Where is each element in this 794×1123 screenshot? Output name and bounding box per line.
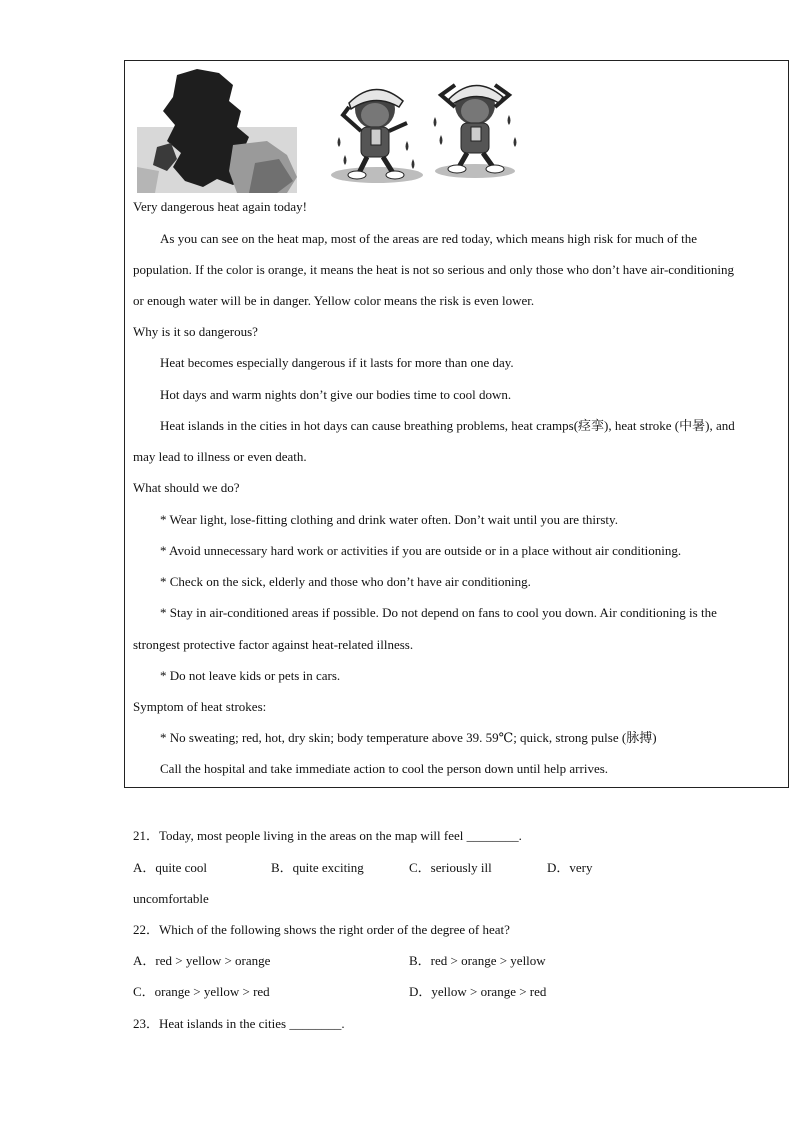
passage-bullet: * Wear light, lose-fitting clothing and drink water often. Don’t wait until you are thirsty. <box>160 512 618 527</box>
question-22-option-d: D．yellow > orange > red <box>409 984 547 999</box>
heat-map-image <box>137 69 297 193</box>
question-21-option-b: B．quite exciting <box>271 860 364 875</box>
passage-box <box>124 60 789 788</box>
passage-line: As you can see on the heat map, most of the areas are red today, which means high risk for much of the <box>160 231 698 246</box>
passage-subheading: What should we do? <box>133 480 240 495</box>
question-23-stem: 23．Heat islands in the cities ________. <box>133 1016 345 1031</box>
question-22-option-b: B．red > orange > yellow <box>409 953 546 968</box>
passage-heading-line: Very dangerous heat again today! <box>133 199 307 214</box>
passage-line: may lead to illness or even death. <box>133 449 307 464</box>
sweating-boy-image-left <box>331 89 423 183</box>
passage-line: strongest protective factor against heat-related illness. <box>133 637 414 652</box>
passage-bullet: * Avoid unnecessary hard work or activities if you are outside or in a place without air conditioning. <box>160 543 682 558</box>
question-21-option-c: C．seriously ill <box>409 860 492 875</box>
passage-bullet: * Do not leave kids or pets in cars. <box>160 668 341 683</box>
passage-line: Call the hospital and take immediate action to cool the person down until help arrives. <box>160 761 609 776</box>
passage-bullet: * No sweating; red, hot, dry skin; body temperature above 39. 59℃; quick, strong pulse (脉搏) <box>160 730 657 745</box>
passage-subheading: Symptom of heat strokes: <box>133 699 267 714</box>
question-22-stem: 22．Which of the following shows the right order of the degree of heat? <box>133 922 510 937</box>
sweating-boy-image-right <box>434 85 517 178</box>
passage-bullet: * Check on the sick, elderly and those who don’t have air conditioning. <box>160 574 531 589</box>
question-21-option-a: A．quite cool <box>133 860 208 875</box>
question-21-option-d-continued: uncomfortable <box>133 891 209 906</box>
passage-line: or enough water will be in danger. Yellow color means the risk is even lower. <box>133 293 535 308</box>
passage-line: Heat becomes especially dangerous if it lasts for more than one day. <box>160 355 514 370</box>
passage-illustrations <box>137 67 537 193</box>
passage-line: population. If the color is orange, it means the heat is not so serious and only those who don’t have air-conditioning <box>133 262 734 277</box>
passage-bullet: * Stay in air-conditioned areas if possible. Do not depend on fans to cool you down. Air conditioning is the <box>160 605 717 620</box>
question-22-option-c: C．orange > yellow > red <box>133 984 270 999</box>
question-21-option-d: D．very <box>547 860 593 875</box>
question-21-stem: 21．Today, most people living in the areas on the map will feel ________. <box>133 828 522 843</box>
question-22-option-a: A．red > yellow > orange <box>133 953 271 968</box>
passage-line: Heat islands in the cities in hot days can cause breathing problems, heat cramps(痉挛), heat stroke (中暑), and <box>160 418 735 433</box>
passage-line: Hot days and warm nights don’t give our bodies time to cool down. <box>160 387 512 402</box>
passage-subheading: Why is it so dangerous? <box>133 324 258 339</box>
